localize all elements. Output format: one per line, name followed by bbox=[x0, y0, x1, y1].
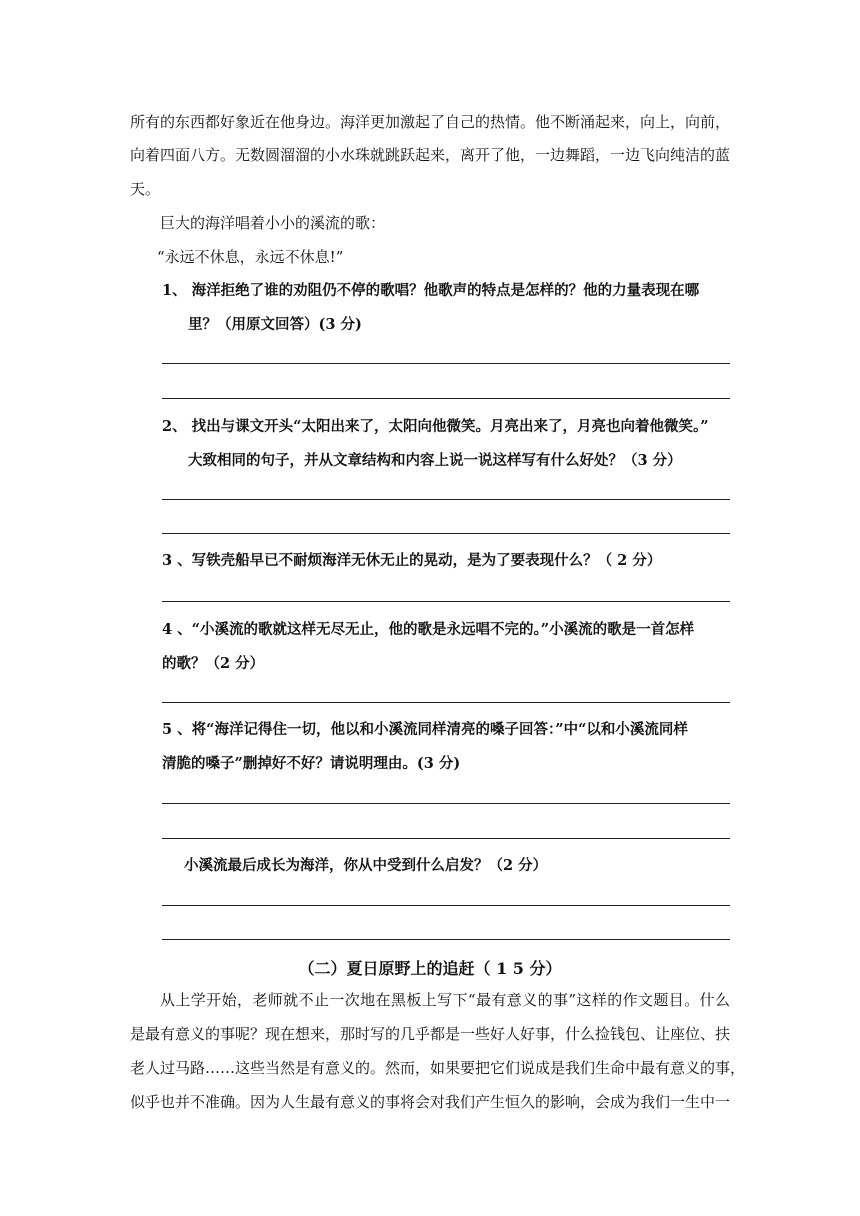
passage-line: 向着四面八方。无数圆溜溜的小水珠就跳跃起来，离开了他，一边舞蹈，一边飞向纯洁的蓝 bbox=[130, 146, 731, 164]
question-6: 小溪流最后成长为海洋，你从中受到什么启发？（2 分） bbox=[184, 857, 548, 874]
passage-line: 巨大的海洋唱着小小的溪流的歌： bbox=[160, 214, 386, 232]
question-5: 5 、将“海洋记得住一切，他以和小溪流同样清亮的嗓子回答：”中“以和小溪流同样 bbox=[162, 721, 688, 738]
question-1: 1、 海洋拒绝了谁的劝阻仍不停的歌唱？他歌声的特点是怎样的？他的力量表现在哪 bbox=[162, 282, 700, 299]
answer-line[interactable] bbox=[162, 398, 730, 399]
passage-line: 从上学开始，老师就不止一次地在黑板上写下“最有意义的事”这样的作文题目。什么 bbox=[160, 991, 730, 1009]
passage-line: 天。 bbox=[130, 180, 161, 198]
question-4: 4 、“小溪流的歌就这样无尽无止，他的歌是永远唱不完的。”小溪流的歌是一首怎样 bbox=[162, 621, 695, 638]
answer-line[interactable] bbox=[162, 838, 730, 839]
passage-line: 所有的东西都好象近在他身边。海洋更加激起了自己的热情。他不断涌起来，向上，向前， bbox=[130, 113, 731, 131]
answer-line[interactable] bbox=[162, 363, 730, 364]
question-1-cont: 里？（用原文回答）(3 分) bbox=[188, 316, 362, 333]
section-title: （二）夏日原野上的追赶（ 1 5 分） bbox=[298, 959, 562, 978]
question-2: 2、 找出与课文开头“太阳出来了，太阳向他微笑。月亮出来了，月亮也向着他微笑。” bbox=[162, 418, 709, 435]
answer-line[interactable] bbox=[162, 939, 730, 940]
answer-line[interactable] bbox=[162, 905, 730, 906]
question-2-cont: 大致相同的句子，并从文章结构和内容上说一说这样写有什么好处？（3 分） bbox=[188, 452, 682, 469]
passage-line: 似乎也并不准确。因为人生最有意义的事将会对我们产生恒久的影响，会成为我们一生中一 bbox=[130, 1093, 731, 1111]
answer-line[interactable] bbox=[162, 533, 730, 534]
question-5-cont: 清脆的嗓子”删掉好不好？请说明理由。(3 分) bbox=[162, 755, 461, 772]
passage-line: 是最有意义的事呢？现在想来，那时写的几乎都是一些好人好事，什么捡钱包、让座位、扶 bbox=[130, 1025, 731, 1043]
question-3: 3 、写铁壳船早已不耐烦海洋无休无止的晃动，是为了要表现什么？（ 2 分） bbox=[162, 552, 662, 569]
question-4-cont: 的歌？（2 分） bbox=[162, 655, 265, 672]
answer-line[interactable] bbox=[162, 803, 730, 804]
answer-line[interactable] bbox=[162, 601, 730, 602]
answer-line[interactable] bbox=[162, 702, 730, 703]
answer-line[interactable] bbox=[162, 499, 730, 500]
passage-line: 老人过马路……这些当然是有意义的。然而，如果要把它们说成是我们生命中最有意义的事， bbox=[130, 1059, 746, 1077]
passage-line: “永远不休息，永远不休息!” bbox=[157, 248, 344, 266]
